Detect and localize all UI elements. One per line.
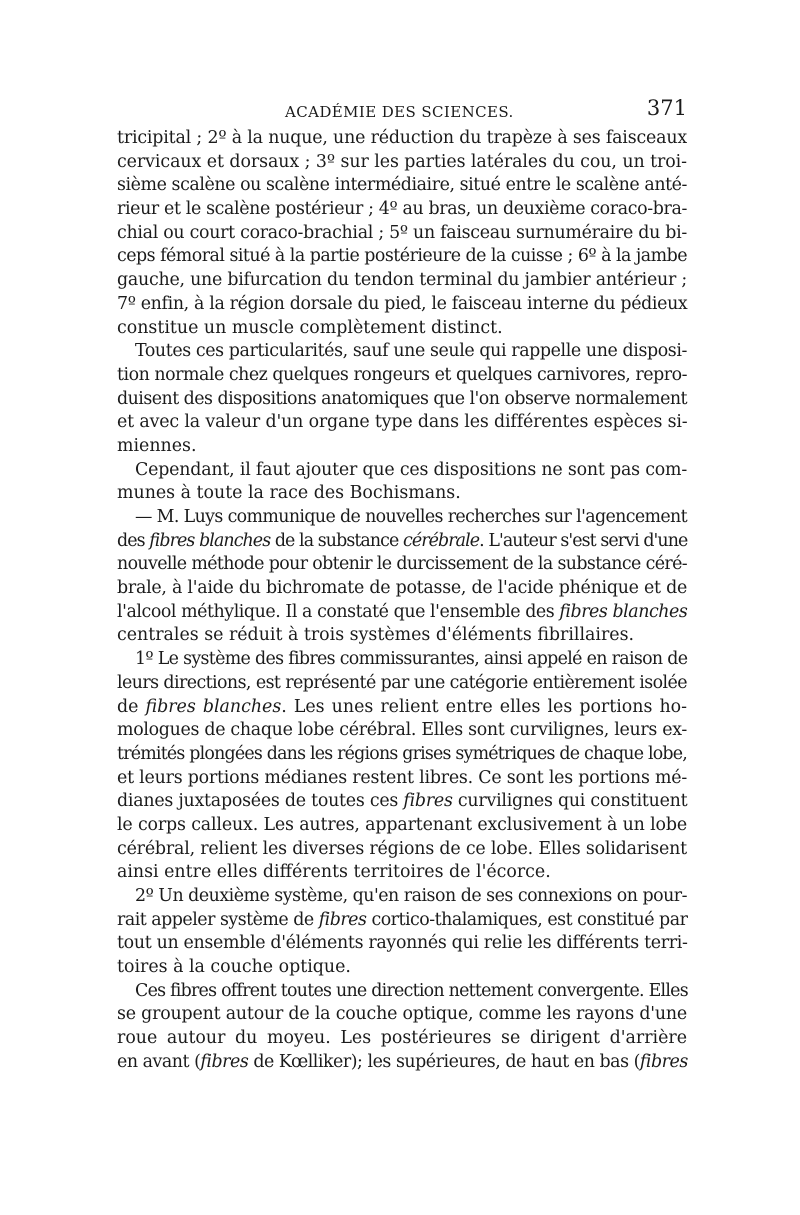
text-line: duisent des dispositions anatomiques que l'on observe normalement xyxy=(117,388,687,409)
text-line: des fibres blanches de la substance cérébrale. L'auteur s'est servi d'une xyxy=(117,530,688,551)
text-line: 7º enfin, à la région dorsale du pied, le faisceau interne du pédieux xyxy=(117,293,688,314)
text-line: sième scalène ou scalène intermédiaire, situé entre le scalène anté- xyxy=(117,175,687,196)
page-number: 371 xyxy=(646,96,687,120)
text-line: cérébral, relient les diverses régions de ce lobe. Elles solidarisent xyxy=(117,838,687,859)
text-line: ceps fémoral situé à la partie postérieure de la cuisse ; 6º à la jambe xyxy=(117,246,687,267)
text-line: munes à toute la race des Bochismans. xyxy=(117,483,461,504)
text-line: et leurs portions médianes restent libres. Ce sont les portions mé- xyxy=(117,767,687,788)
text-line: l'alcool méthylique. Il a constaté que l'ensemble des fibres blanches xyxy=(117,601,688,622)
text-line: 2º Un deuxième système, qu'en raison de ses connexions on pour- xyxy=(135,886,687,906)
running-title: ACADÉMIE DES SCIENCES. xyxy=(285,103,514,121)
text-line: miennes. xyxy=(117,435,197,456)
text-line: brale, à l'aide du bichromate de potasse, de l'acide phénique et de xyxy=(117,578,687,599)
text-line: tout un ensemble d'éléments rayonnés qui relie les différents terri- xyxy=(117,933,688,954)
text-line: gauche, une bifurcation du tendon terminal du jambier antérieur ; xyxy=(117,270,687,291)
text-line: en avant (fibres de Kœlliker); les supérieures, de haut en bas (fibres xyxy=(117,1051,688,1072)
text-line: rieur et le scalène postérieur ; 4º au bras, un deuxième coraco-bra- xyxy=(117,199,687,220)
text-line: centrales se réduit à trois systèmes d'éléments fibrillaires. xyxy=(117,625,635,646)
text-line: de fibres blanches. Les unes relient entre elles les portions ho- xyxy=(117,696,687,717)
text-line: — M. Luys communique de nouvelles recherches sur l'agencement xyxy=(135,507,687,527)
text-line: se groupent autour de la couche optique, comme les rayons d'une xyxy=(117,1004,687,1025)
text-line: toires à la couche optique. xyxy=(117,957,351,978)
text-line: rait appeler système de fibres cortico-thalamiques, est constitué par xyxy=(117,909,688,930)
text-line: ainsi entre elles différents territoires de l'écorce. xyxy=(117,862,551,883)
text-line: nouvelle méthode pour obtenir le durcissement de la substance céré- xyxy=(117,554,687,575)
body-text xyxy=(117,127,687,1075)
text-line: Ces fibres offrent toutes une direction nettement convergente. Elles xyxy=(135,980,688,1001)
page-header xyxy=(117,96,687,126)
text-line: dianes juxtaposées de toutes ces fibres curvilignes qui constituent xyxy=(117,791,688,812)
text-line: tion normale chez quelques rongeurs et quelques carnivores, repro- xyxy=(117,364,687,385)
text-line: roue autour du moyeu. Les postérieures se dirigent d'arrière xyxy=(117,1028,687,1049)
text-line: et avec la valeur d'un organe type dans les différentes espèces si- xyxy=(117,412,688,433)
text-line: 1º Le système des fibres commissurantes, ainsi appelé en raison de xyxy=(135,649,688,670)
text-line: trémités plongées dans les régions grises symétriques de chaque lobe, xyxy=(117,743,687,764)
text-line: tricipital ; 2º à la nuque, une réduction du trapèze à ses faisceaux xyxy=(117,128,687,148)
text-line: cervicaux et dorsaux ; 3º sur les parties latérales du cou, un troi- xyxy=(117,151,687,172)
text-line: Cependant, il faut ajouter que ces dispositions ne sont pas com- xyxy=(135,459,687,480)
text-line: le corps calleux. Les autres, appartenant exclusivement à un lobe xyxy=(117,814,687,835)
text-line: constitue un muscle complètement distinct. xyxy=(117,317,503,338)
text-line: chial ou court coraco-brachial ; 5º un faisceau surnuméraire du bi- xyxy=(117,222,687,243)
text-line: leurs directions, est représenté par une catégorie entièrement isolée xyxy=(117,672,687,693)
text-line: mologues de chaque lobe cérébral. Elles sont curvilignes, leurs ex- xyxy=(117,720,687,741)
text-line: Toutes ces particularités, sauf une seule qui rappelle une disposi- xyxy=(135,341,687,362)
